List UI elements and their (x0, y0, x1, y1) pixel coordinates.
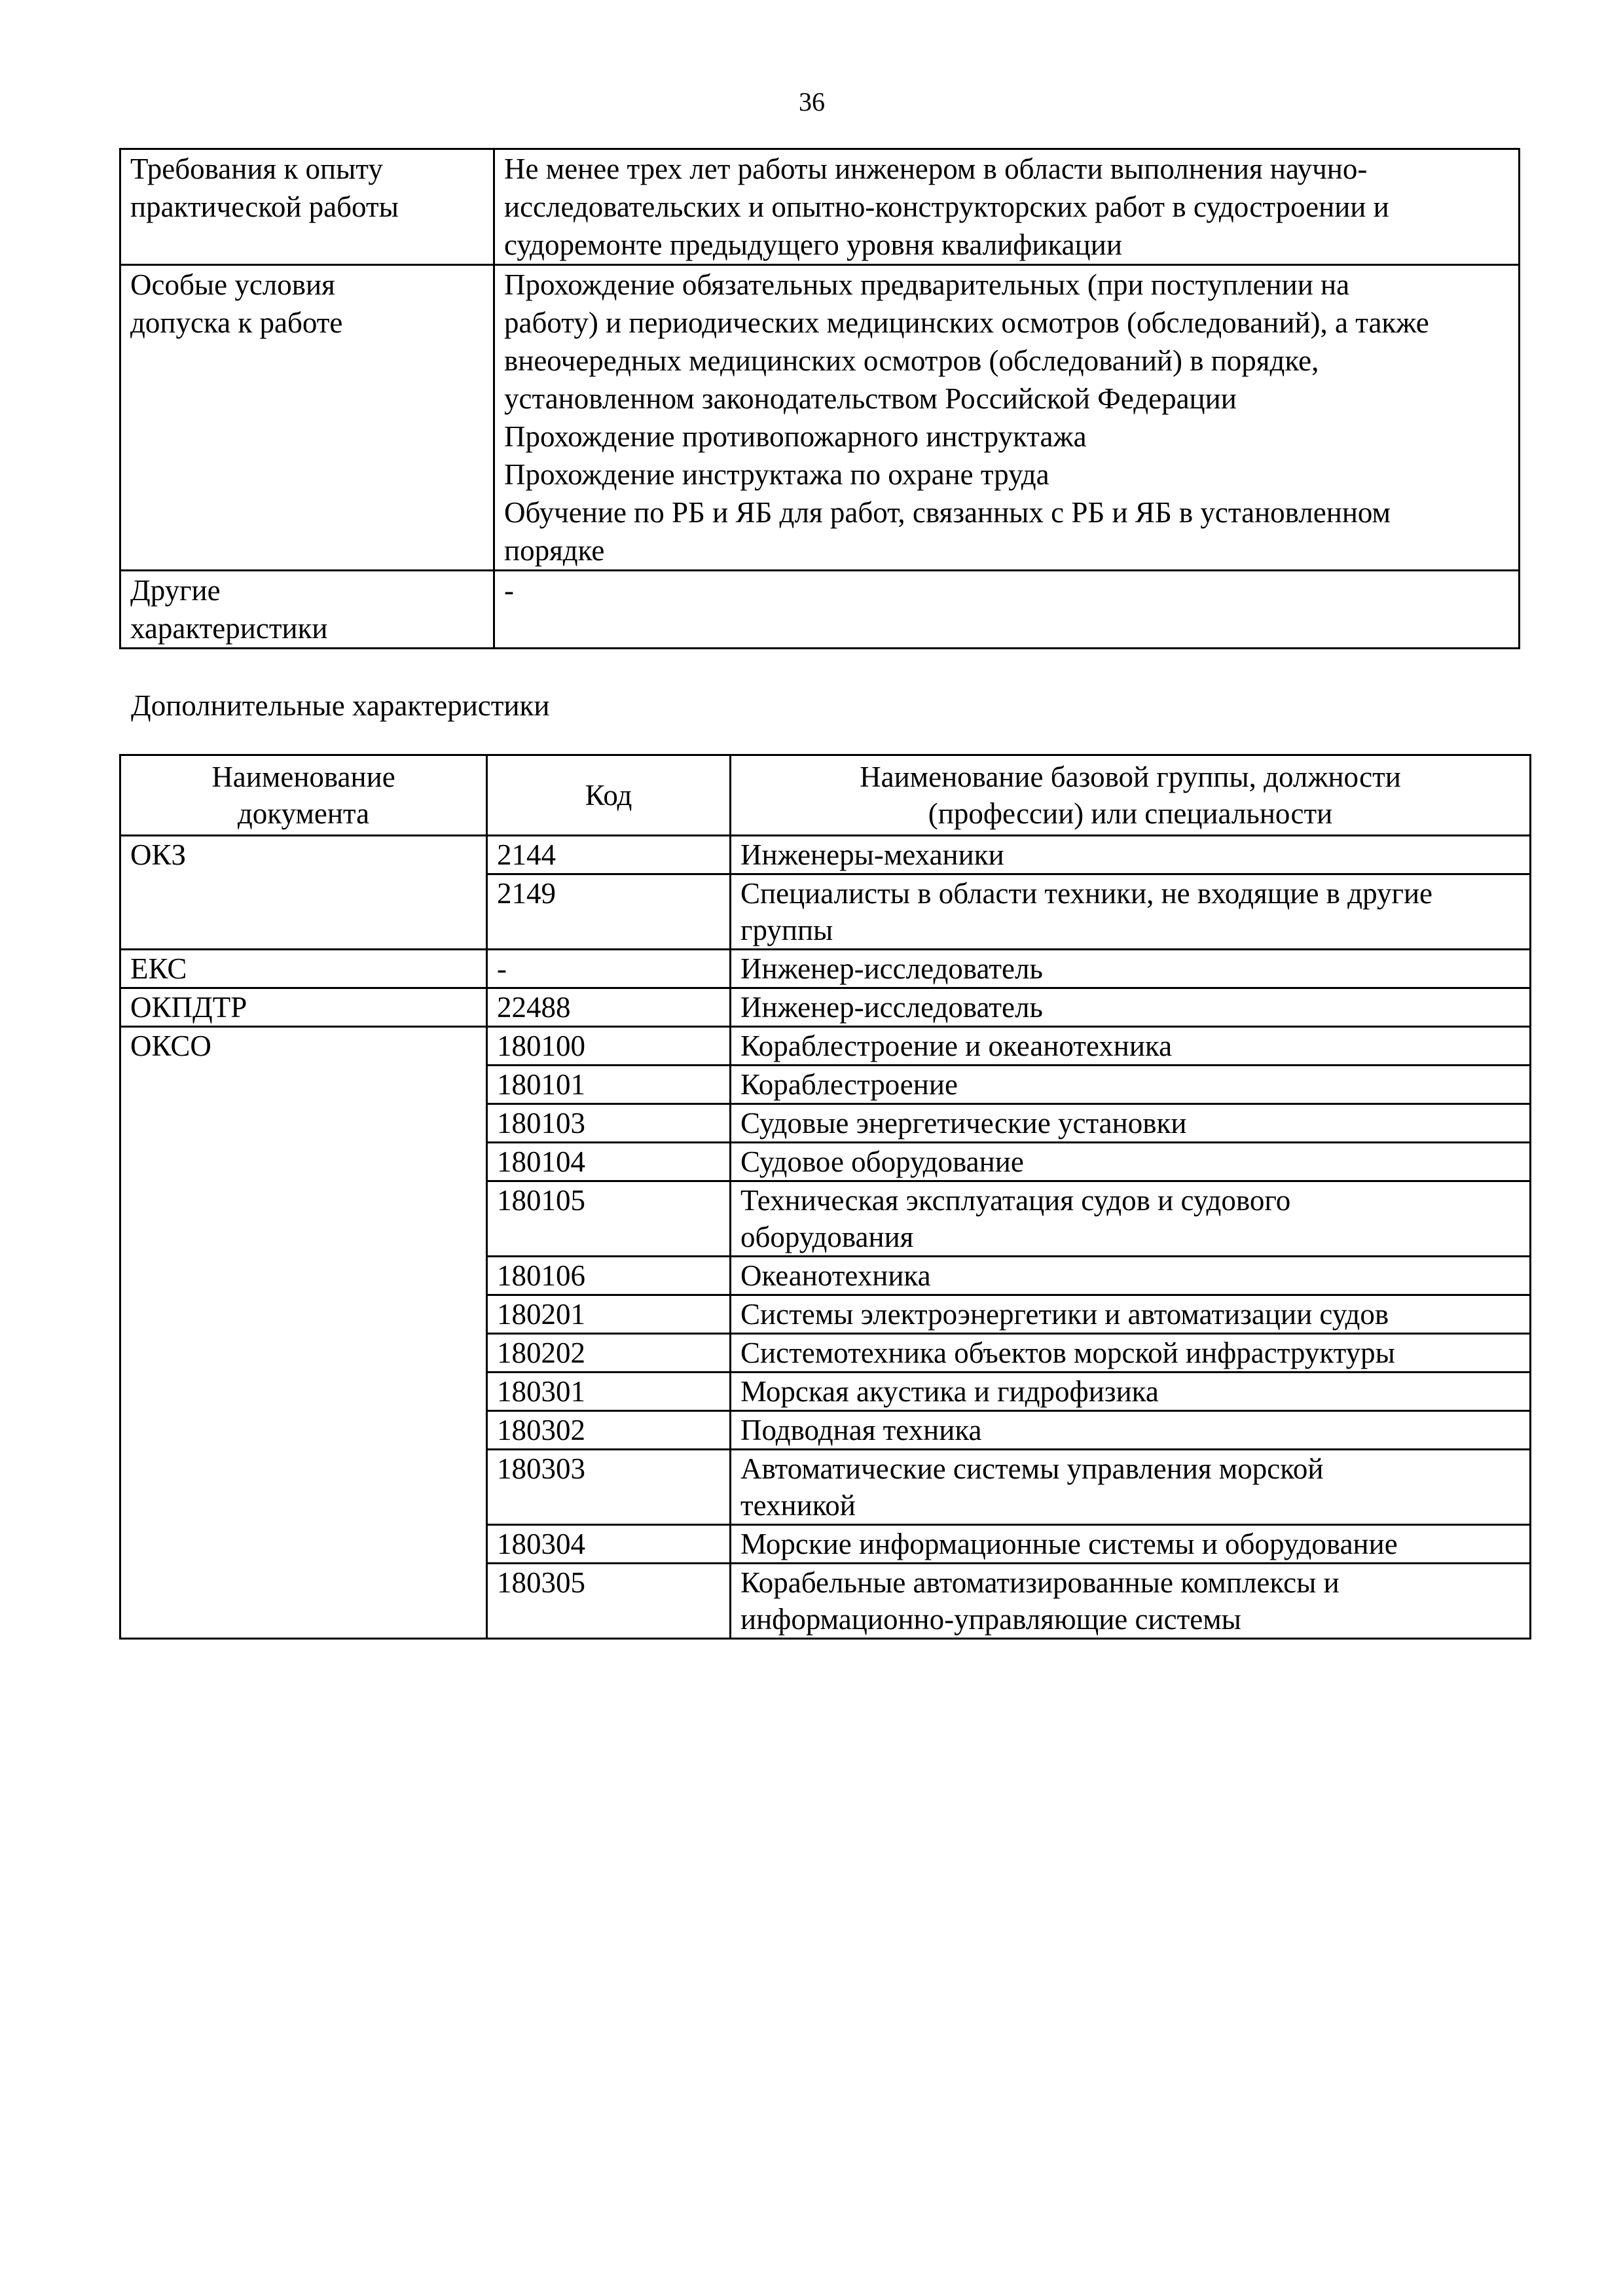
name-line: Инженер-исследователь (740, 991, 1043, 1024)
header-code (487, 755, 731, 836)
requirement-label (120, 265, 494, 571)
header-group-name (731, 755, 1531, 836)
additional-characteristics-table (119, 754, 1531, 1640)
group-name-cell (731, 1066, 1531, 1104)
value-line: работу) и периодических медицинских осмотров (обследований), а также (504, 306, 1429, 339)
requirement-value (494, 571, 1520, 649)
code-cell: 180201 (487, 1295, 731, 1334)
document-name-cell: ОКСО (120, 1027, 487, 1639)
name-line: Автоматические системы управления морской (740, 1452, 1324, 1485)
group-name-cell (731, 1450, 1531, 1525)
requirement-label (120, 149, 494, 265)
label-line: характеристики (130, 612, 328, 645)
name-line: Подводная техника (740, 1414, 982, 1446)
header-row (120, 755, 1531, 836)
value-line: Прохождение инструктажа по охране труда (504, 458, 1049, 491)
section-title: Дополнительные характеристики (131, 689, 550, 722)
requirement-row (120, 571, 1520, 649)
value-line: - (504, 574, 514, 607)
document-name-cell: ОКПДТР (120, 988, 487, 1027)
code-cell: 180106 (487, 1257, 731, 1295)
code-cell: 180103 (487, 1104, 731, 1143)
name-line: Морская акустика и гидрофизика (740, 1375, 1159, 1408)
value-line: порядке (504, 534, 605, 567)
group-name-cell (731, 1027, 1531, 1066)
code-cell: 180105 (487, 1181, 731, 1257)
label-line: Требования к опыту (130, 152, 383, 185)
code-cell: - (487, 950, 731, 988)
group-name-cell (731, 1372, 1531, 1411)
name-line: Судовое оборудование (740, 1145, 1024, 1178)
requirement-label (120, 571, 494, 649)
requirement-value (494, 265, 1520, 571)
header-line: (профессии) или специальности (928, 797, 1333, 830)
name-line: Системы электроэнергетики и автоматизации судов (740, 1298, 1389, 1331)
header-line: Код (585, 779, 632, 812)
requirement-row (120, 265, 1520, 571)
code-cell: 180305 (487, 1564, 731, 1639)
header-doc-name (120, 755, 487, 836)
group-name-cell (731, 1334, 1531, 1372)
name-line: Океанотехника (740, 1259, 931, 1292)
code-cell: 180202 (487, 1334, 731, 1372)
name-line: Морские информационные системы и оборудование (740, 1528, 1398, 1560)
code-cell: 180304 (487, 1525, 731, 1564)
table-row (120, 988, 1531, 1027)
name-line: Кораблестроение (740, 1068, 958, 1101)
value-line: Не менее трех лет работы инженером в области выполнения научно- (504, 152, 1368, 185)
group-name-cell (731, 950, 1531, 988)
code-cell: 180302 (487, 1411, 731, 1450)
group-name-cell (731, 1525, 1531, 1564)
code-cell: 180104 (487, 1143, 731, 1181)
document-name-cell: ОКЗ (120, 836, 487, 950)
page-number: 36 (799, 87, 825, 117)
header-line: Наименование базовой группы, должности (860, 761, 1401, 793)
label-line: практической работы (130, 190, 399, 223)
name-line: Кораблестроение и океанотехника (740, 1030, 1173, 1062)
name-line: Инженер-исследователь (740, 952, 1043, 985)
code-cell: 22488 (487, 988, 731, 1027)
value-line: внеочередных медицинских осмотров (обследований) в порядке, (504, 344, 1319, 377)
requirement-row (120, 149, 1520, 265)
table-row (120, 1027, 1531, 1066)
header-line: Наименование (211, 761, 395, 793)
group-name-cell (731, 988, 1531, 1027)
name-line: Корабельные автоматизированные комплексы и (740, 1566, 1340, 1599)
requirement-value (494, 149, 1520, 265)
name-line: группы (740, 914, 833, 946)
group-name-cell (731, 1181, 1531, 1257)
value-line: установленном законодательством Российской Федерации (504, 382, 1237, 415)
name-line: техникой (740, 1489, 856, 1522)
name-line: оборудования (740, 1221, 914, 1253)
group-name-cell (731, 1295, 1531, 1334)
code-cell: 2149 (487, 874, 731, 950)
value-line: судоремонте предыдущего уровня квалификации (504, 228, 1122, 261)
document-name-cell: ЕКС (120, 950, 487, 988)
label-line: Особые условия (130, 268, 335, 301)
name-line: Судовые энергетические установки (740, 1107, 1187, 1139)
name-line: Техническая эксплуатация судов и судового (740, 1184, 1291, 1217)
label-line: Другие (130, 574, 221, 607)
value-line: Прохождение противопожарного инструктажа (504, 420, 1087, 453)
group-name-cell (731, 1564, 1531, 1639)
code-cell: 180100 (487, 1027, 731, 1066)
value-line: Обучение по РБ и ЯБ для работ, связанных с РБ и ЯБ в установленном (504, 496, 1391, 529)
group-name-cell (731, 874, 1531, 950)
value-line: Прохождение обязательных предварительных (при поступлении на (504, 268, 1350, 301)
name-line: информационно-управляющие системы (740, 1603, 1241, 1636)
group-name-cell (731, 1257, 1531, 1295)
label-line: допуска к работе (130, 306, 343, 339)
name-line: Инженеры-механики (740, 838, 1004, 871)
code-cell: 2144 (487, 836, 731, 874)
code-cell: 180303 (487, 1450, 731, 1525)
value-line: исследовательских и опытно-конструкторских работ в судостроении и (504, 190, 1389, 223)
requirements-table (119, 148, 1520, 649)
group-name-cell (731, 1143, 1531, 1181)
header-line: документа (237, 797, 370, 830)
name-line: Системотехника объектов морской инфраструктуры (740, 1336, 1395, 1369)
code-cell: 180101 (487, 1066, 731, 1104)
code-cell: 180301 (487, 1372, 731, 1411)
name-line: Специалисты в области техники, не входящие в другие (740, 877, 1432, 910)
table-row (120, 836, 1531, 874)
table-row (120, 950, 1531, 988)
group-name-cell (731, 1104, 1531, 1143)
group-name-cell (731, 1411, 1531, 1450)
group-name-cell (731, 836, 1531, 874)
